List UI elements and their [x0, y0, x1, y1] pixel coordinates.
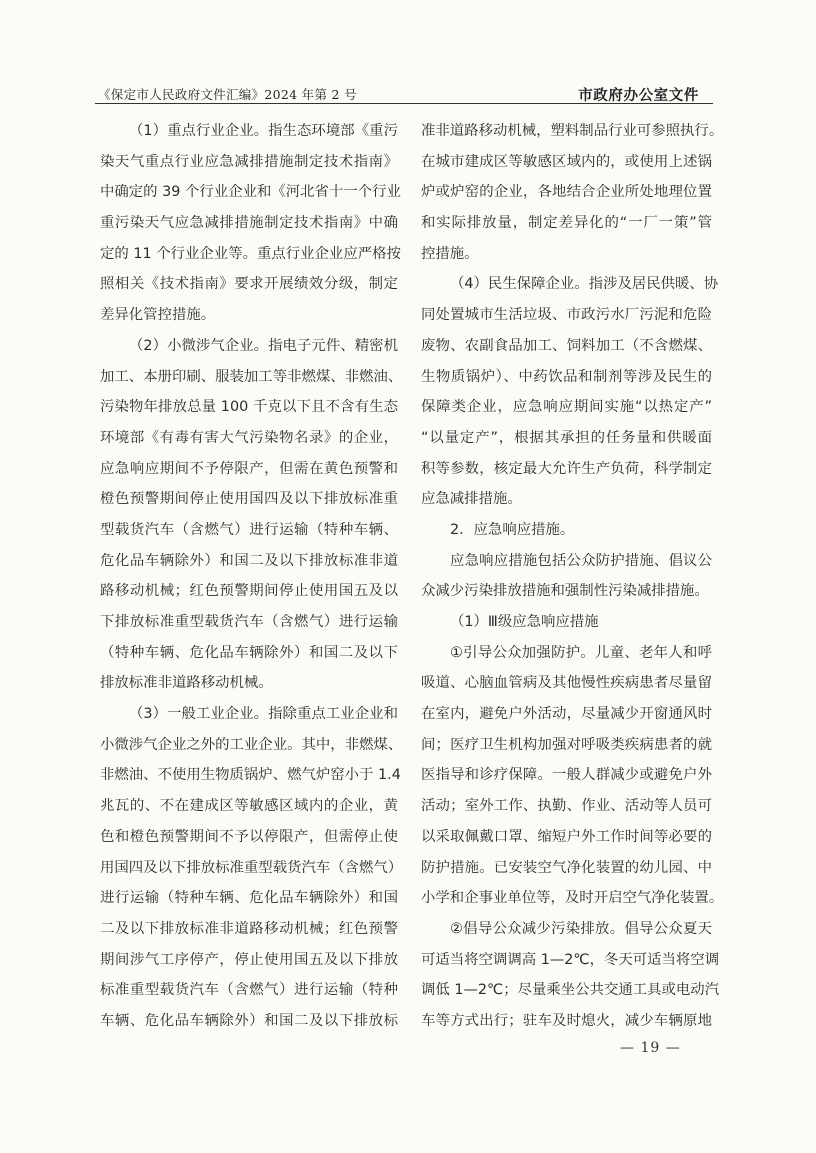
publication-header: 《保定市人民政府文件汇编》2024 年第 2 号 — [98, 87, 357, 102]
text-line: 众减少污染排放措施和强制性污染减排措施。 — [421, 583, 709, 600]
text-line: 活动；室外工作、执勤、作业、活动等人员可 — [421, 798, 712, 815]
text-line: 可适当将空调调高 1—2℃，冬天可适当将空调 — [421, 951, 720, 968]
text-line: 在室内，避免户外活动，尽量减少开窗通风时 — [421, 706, 712, 723]
text-line: ①引导公众加强防护。儿童、老年人和呼 — [450, 644, 712, 661]
text-line: 小微涉气企业之外的工业企业。其中，非燃煤、 — [100, 736, 403, 753]
header-rule — [95, 103, 713, 104]
text-line: “以量定产”，根据其承担的任务量和供暖面 — [421, 429, 712, 446]
text-line: 色和橙色预警期间不予以停限产，但需停止使 — [100, 828, 398, 845]
page-number: — 19 — — [620, 1040, 681, 1056]
text-line: 车辆、危化品车辆除外）和国二及以下排放标 — [100, 1012, 398, 1029]
text-line: 橙色预警期间停止使用国四及以下排放标准重 — [100, 491, 398, 508]
text-line: 照相关《技术指南》要求开展绩效分级，制定 — [100, 276, 398, 293]
text-line: 炉或炉窑的企业，各地结合企业所处地理位置 — [421, 184, 712, 201]
text-line: 非燃油、不使用生物质锅炉、燃气炉窑小于 1.4 — [100, 767, 401, 784]
text-line: 医指导和诊疗保障。一般人群减少或避免户外 — [421, 767, 712, 784]
text-line: ②倡导公众减少污染排放。倡导公众夏天 — [450, 920, 712, 937]
text-line: 同处置城市生活垃圾、市政污水厂污泥和危险 — [421, 307, 712, 324]
text-line: 车等方式出行；驻车及时熄火，减少车辆原地 — [421, 1012, 712, 1029]
text-line: 下排放标准重型载货汽车（含燃气）进行运输 — [100, 614, 398, 630]
text-line: 路移动机械；红色预警期间停止使用国五及以 — [100, 583, 398, 600]
text-line: 二及以下排放标准非道路移动机械；红色预警 — [100, 920, 398, 937]
paragraph — [421, 914, 720, 1037]
text-line: 定的 11 个行业企业等。重点行业企业应严格按 — [100, 245, 401, 262]
left-column — [100, 116, 403, 1037]
text-line: 染天气重点行业应急减排措施制定技术指南》 — [100, 153, 398, 170]
text-line: 期间涉气工序停产，停止使用国五及以下排放 — [100, 951, 398, 968]
paragraph — [421, 607, 712, 638]
text-line: 在城市建成区等敏感区域内的，或使用上述锅 — [421, 153, 712, 170]
text-line: 生物质锅炉）、中药饮品和制剂等涉及民生的 — [421, 368, 712, 385]
text-line: 加工、本册印刷、服装加工等非燃煤、非燃油、 — [100, 368, 403, 385]
paragraph — [421, 515, 712, 546]
text-line: 调低 1—2℃；尽量乘坐公共交通工具或电动汽 — [421, 982, 720, 999]
text-line: 型载货汽车（含燃气）进行运输（特种车辆、 — [100, 521, 398, 538]
text-line: 标准重型载货汽车（含燃气）进行运输（特种 — [100, 982, 398, 999]
paragraph — [421, 116, 724, 269]
text-line: 危化品车辆除外）和国二及以下排放标准非道 — [100, 552, 398, 569]
text-line: 应急减排措施。 — [421, 491, 522, 508]
section-header: 市政府办公室文件 — [578, 88, 699, 104]
text-line: 保障类企业，应急响应期间实施“以热定产” — [421, 399, 712, 416]
text-line: 废物、农副食品加工、饲料加工（不含燃煤、 — [421, 337, 712, 354]
paragraph — [421, 638, 724, 914]
text-line: 2．应急响应措施。 — [450, 521, 575, 538]
text-line: 中确定的 39 个行业企业和《河北省十一个行业 — [100, 184, 401, 201]
text-line: 进行运输（特种车辆、危化品车辆除外）和国 — [100, 890, 398, 907]
text-line: 差异化管控措施。 — [100, 307, 216, 324]
text-line: （特种车辆、危化品车辆除外）和国二及以下 — [100, 644, 398, 661]
text-line: 以采取佩戴口罩、缩短户外工作时间等必要的 — [421, 828, 712, 845]
text-line: 和实际排放量，制定差异化的“一厂一策”管 — [421, 215, 712, 232]
text-line: （4）民生保障企业。指涉及居民供暖、协 — [450, 276, 719, 293]
paragraph — [100, 331, 403, 699]
text-line: （1）重点行业企业。指生态环境部《重污 — [129, 123, 398, 139]
text-line: （2）小微涉气企业。指电子元件、精密机 — [129, 337, 398, 354]
right-column — [421, 116, 724, 1037]
text-line: 环境部《有毒有害大气污染物名录》的企业， — [100, 429, 398, 446]
text-line: 用国四及以下排放标准重型载货汽车（含燃气） — [100, 859, 403, 876]
paragraph — [421, 546, 712, 607]
paragraph — [421, 269, 719, 515]
text-line: 积等参数，核定最大允许生产负荷，科学制定 — [421, 460, 712, 477]
text-line: 吸道、心脑血管病及其他慢性疾病患者尽量留 — [421, 675, 712, 692]
paragraph — [100, 116, 401, 331]
text-line: 应急响应期间不予停限产，但需在黄色预警和 — [100, 460, 398, 477]
text-line: 兆瓦的、不在建成区等敏感区域内的企业，黄 — [100, 798, 398, 815]
text-line: （3）一般工业企业。指除重点工业企业和 — [129, 706, 398, 723]
text-line: 应急响应措施包括公众防护措施、倡议公 — [450, 552, 712, 569]
text-line: 准非道路移动机械，塑料制品行业可参照执行。 — [421, 123, 724, 139]
text-line: 间；医疗卫生机构加强对呼吸类疾病患者的就 — [421, 736, 712, 753]
text-line: 小学和企事业单位等，及时开启空气净化装置。 — [421, 890, 724, 907]
text-line: 污染物年排放总量 100 千克以下且不含有生态 — [100, 399, 398, 416]
paragraph — [100, 699, 403, 1037]
text-line: 排放标准非道路移动机械。 — [100, 675, 273, 692]
text-line: 控措施。 — [421, 245, 479, 262]
text-line: 重污染天气应急减排措施制定技术指南》中确 — [100, 215, 398, 232]
text-line: （1）Ⅲ级应急响应措施 — [450, 614, 599, 630]
text-line: 防护措施。已安装空气净化装置的幼儿园、中 — [421, 859, 712, 876]
